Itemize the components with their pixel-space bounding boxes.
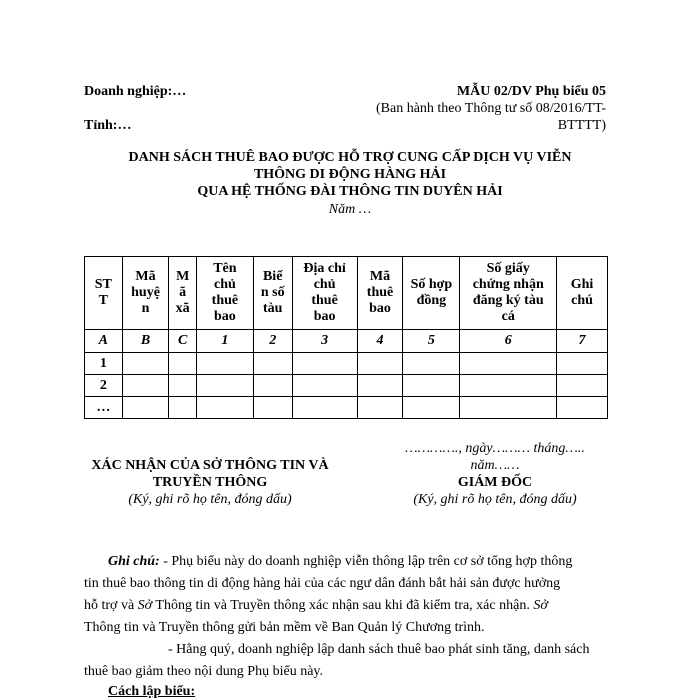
index-cell: 6: [460, 330, 557, 353]
col-header-notes: Ghi chú: [557, 257, 608, 330]
document-year: Năm …: [328, 202, 372, 217]
form-code: MẪU 02/DV Phụ biểu 05: [456, 84, 606, 99]
document-title-line3: QUA HỆ THỐNG ĐÀI THÔNG TIN DUYÊN HẢI: [197, 184, 503, 199]
col-header-commune-code: M ã xã: [169, 257, 196, 330]
row-number: 2: [85, 375, 123, 397]
notes-text: - Hằng quý, doanh nghiệp lập danh sách thuê bao phát sinh tăng, danh sách: [168, 642, 590, 657]
table-header-row: [85, 257, 608, 330]
col-header-stt: ST T: [85, 257, 123, 330]
table-row: [85, 375, 608, 397]
col-header-vessel-certificate: Số giấy chứng nhận đăng ký tàu cá: [460, 257, 557, 330]
index-cell: 4: [357, 330, 403, 353]
notes-paragraph: [84, 551, 608, 683]
date-line-year: năm……: [470, 458, 520, 473]
province-label: Tỉnh:…: [84, 118, 132, 133]
right-signature-note: (Ký, ghi rõ họ tên, đóng dấu): [413, 492, 577, 507]
subscriber-table: [84, 256, 608, 419]
col-header-subscriber-address: Địa chỉ chủ thuê bao: [292, 257, 357, 330]
index-cell: A: [85, 330, 123, 353]
left-signature-title-line1: XÁC NHẬN CỦA SỞ THÔNG TIN VÀ: [91, 458, 329, 473]
form-issued-note-cont: BTTTT): [557, 118, 606, 133]
col-header-contract-number: Số hợp đồng: [403, 257, 460, 330]
col-header-subscriber-code: Mã thuê bao: [357, 257, 403, 330]
notes-text: Sở: [137, 598, 153, 613]
row-number: …: [85, 397, 123, 419]
index-cell: C: [169, 330, 196, 353]
col-header-vessel-number: Biể n số tàu: [253, 257, 292, 330]
index-cell: 3: [292, 330, 357, 353]
table-index-row: [85, 330, 608, 353]
company-label: Doanh nghiệp:…: [84, 84, 187, 99]
how-to-heading: Cách lập biểu:: [108, 684, 196, 699]
table-row: [85, 397, 608, 419]
document-title-line2: THÔNG DI ĐỘNG HÀNG HẢI: [253, 167, 447, 182]
form-issued-note: (Ban hành theo Thông tư số 08/2016/TT-: [375, 101, 606, 116]
index-cell: B: [122, 330, 169, 353]
index-cell: 2: [253, 330, 292, 353]
notes-text: tin thuê bao thông tin di động hàng hải của các ngư dân đánh bắt hải sản được hưởng: [84, 576, 561, 591]
table-row: [85, 353, 608, 375]
index-cell: 7: [557, 330, 608, 353]
index-cell: 5: [403, 330, 460, 353]
col-header-district-code: Mã huyệ n: [122, 257, 169, 330]
left-signature-note: (Ký, ghi rõ họ tên, đóng dấu): [128, 492, 292, 507]
date-line: …………., ngày……… tháng…..: [405, 441, 585, 456]
right-signature-title: GIÁM ĐỐC: [457, 475, 533, 490]
document-title-line1: DANH SÁCH THUÊ BAO ĐƯỢC HỖ TRỢ CUNG CẤP DỊCH VỤ VIỄN: [128, 150, 572, 165]
notes-label: Ghi chú:: [108, 554, 160, 569]
index-cell: 1: [196, 330, 253, 353]
notes-text: hỗ trợ và: [84, 598, 138, 613]
notes-text: - Phụ biểu này do doanh nghiệp viễn thông lập trên cơ sở tổng hợp thông: [159, 554, 573, 569]
col-header-subscriber-name: Tên chủ thuê bao: [196, 257, 253, 330]
notes-text: Thông tin và Truyền thông xác nhận sau khi đã kiểm tra, xác nhận.: [152, 598, 534, 613]
notes-text: Thông tin và Truyền thông gửi bản mềm về Ban Quản lý Chương trình.: [84, 620, 485, 635]
notes-text: thuê bao giảm theo nội dung Phụ biểu này.: [84, 664, 323, 679]
row-number: 1: [85, 353, 123, 375]
left-signature-title-line2: TRUYỀN THÔNG: [152, 475, 268, 490]
notes-text: Sở: [533, 598, 548, 613]
